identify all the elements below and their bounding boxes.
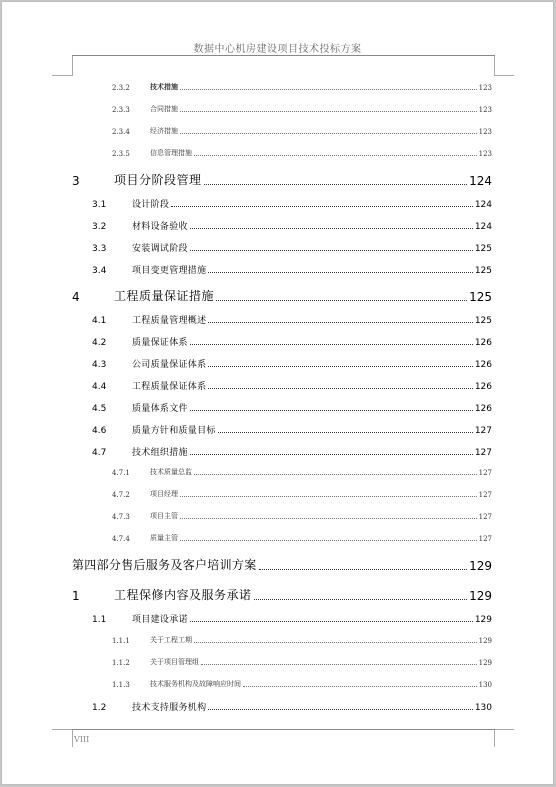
toc-entry[interactable]	[72, 286, 492, 304]
toc-entry-number: 4.7.1	[112, 469, 130, 477]
toc-entry-number: 3.1	[92, 200, 107, 210]
toc-entry[interactable]	[92, 611, 492, 625]
toc-entry-number: 3	[72, 174, 80, 188]
toc-entry-number: 4.4	[92, 382, 107, 392]
toc-entry[interactable]	[72, 555, 492, 573]
toc-entry[interactable]	[92, 262, 492, 276]
toc-entry-title: 工程保修内容及服务承诺	[114, 588, 252, 602]
toc-entry-title: 工程质量保证体系	[132, 382, 207, 392]
toc-entry[interactable]	[92, 444, 492, 458]
dot-leader	[190, 344, 473, 345]
crop-mark	[52, 729, 72, 730]
toc-entry-number: 1	[72, 589, 80, 603]
toc-entry-title: 质量主管	[150, 534, 178, 542]
toc-entry[interactable]	[112, 80, 492, 92]
toc-entry-title: 公司质量保证体系	[132, 360, 207, 370]
dot-leader	[171, 206, 473, 207]
toc-entry-number: 4.7.4	[112, 535, 130, 543]
toc-entry[interactable]	[92, 196, 492, 210]
dot-leader	[180, 540, 477, 541]
dot-leader	[218, 432, 473, 433]
toc-entry-number: 4.3	[92, 360, 107, 370]
toc-entry-page: 126	[474, 360, 492, 370]
toc-entry-title: 工程质量管理概述	[132, 316, 207, 326]
toc-entry[interactable]	[112, 509, 492, 521]
toc-entry-page: 125	[469, 290, 492, 304]
toc-entry-title: 关于工程工期	[150, 636, 192, 644]
dot-leader	[180, 89, 477, 90]
crop-mark	[72, 729, 73, 747]
toc-entry-title: 信息管理措施	[150, 149, 192, 157]
toc-entry[interactable]	[92, 240, 492, 254]
toc-entry-page: 123	[478, 150, 492, 158]
toc-entry[interactable]	[112, 531, 492, 543]
toc-entry-page: 124	[474, 222, 492, 232]
toc-entry[interactable]	[92, 378, 492, 392]
dot-leader	[243, 686, 477, 687]
toc-entry-number: 4.2	[92, 338, 107, 348]
toc-entry-number: 1.1	[92, 615, 107, 625]
toc-entry-title: 技术措施	[150, 83, 178, 91]
toc-entry-page: 129	[474, 615, 492, 625]
toc-entry-page: 124	[474, 200, 492, 210]
toc-entry-number: 4.7.3	[112, 513, 130, 521]
toc-entry[interactable]	[92, 356, 492, 370]
toc-entry-number: 2.3.2	[112, 84, 130, 92]
toc-entry-title: 经济措施	[150, 127, 178, 135]
toc-entry-title: 质量方针和质量目标	[132, 426, 216, 436]
toc-entry-title: 质量保证体系	[132, 338, 188, 348]
dot-leader	[201, 664, 477, 665]
toc-entry-number: 3.4	[92, 266, 107, 276]
toc-entry-page: 126	[474, 382, 492, 392]
toc-entry-title: 项目建设承诺	[132, 615, 188, 625]
dot-leader	[180, 133, 477, 134]
crop-mark	[494, 729, 514, 730]
toc-entry-page: 127	[478, 535, 492, 543]
toc-entry-number: 2.3.5	[112, 150, 130, 158]
toc-entry[interactable]	[92, 400, 492, 414]
toc-entry-number: 3.3	[92, 244, 107, 254]
toc-entry-title: 关于项目管理组	[150, 658, 199, 666]
toc-entry[interactable]	[112, 633, 492, 645]
dot-leader	[204, 184, 468, 185]
toc-entry-page: 127	[478, 513, 492, 521]
dot-leader	[180, 496, 477, 497]
toc-entry-title: 技术质量总监	[150, 468, 192, 476]
toc-entry-number: 4.5	[92, 404, 107, 414]
toc-entry[interactable]	[112, 124, 492, 136]
toc-entry-number: 4.6	[92, 426, 107, 436]
toc-entry-page: 130	[478, 681, 492, 689]
toc-entry-number: 1.1.1	[112, 637, 130, 645]
toc-entry-page: 129	[469, 559, 492, 573]
toc-entry-title: 设计阶段	[132, 200, 170, 210]
toc-entry-page: 125	[474, 266, 492, 276]
toc-entry-page: 129	[469, 589, 492, 603]
toc-entry-title: 质量体系文件	[132, 404, 188, 414]
dot-leader	[190, 454, 473, 455]
toc-entry-title: 技术组织措施	[132, 448, 188, 458]
dot-leader	[190, 250, 473, 251]
toc-entry-title: 材料设备验收	[132, 222, 188, 232]
toc-entry-number: 4.1	[92, 316, 107, 326]
toc-entry-page: 123	[478, 84, 492, 92]
toc-entry-number: 3.2	[92, 222, 107, 232]
toc-entry-page: 127	[478, 469, 492, 477]
toc-entry[interactable]	[112, 465, 492, 477]
dot-leader	[190, 410, 473, 411]
toc-entry-number: 1.1.2	[112, 659, 130, 667]
toc-entry[interactable]	[72, 585, 492, 603]
toc-entry-page: 129	[478, 659, 492, 667]
toc-entry[interactable]	[112, 655, 492, 667]
toc-entry-page: 126	[474, 338, 492, 348]
dot-leader	[180, 518, 477, 519]
toc-entry[interactable]	[112, 677, 492, 689]
toc-entry-title: 项目主管	[150, 512, 178, 520]
toc-entry-number: 2.3.4	[112, 128, 130, 136]
toc-entry-number: 4.7.2	[112, 491, 130, 499]
dot-leader	[259, 569, 468, 570]
toc-entry-page: 123	[478, 106, 492, 114]
dot-leader	[194, 474, 477, 475]
toc-entry-title: 安装调试阶段	[132, 244, 188, 254]
toc-entry-page: 125	[474, 316, 492, 326]
toc-entry-page: 124	[469, 174, 492, 188]
page-number: VIII	[74, 735, 90, 744]
toc-entry-page: 125	[474, 244, 492, 254]
toc-entry-title: 项目经理	[150, 490, 178, 498]
toc-entry-page: 127	[474, 448, 492, 458]
toc-entry[interactable]	[112, 487, 492, 499]
toc-entry-number: 2.3.3	[112, 106, 130, 114]
running-header: 数据中心机房建设项目技术投标方案	[193, 44, 362, 55]
dot-leader	[194, 642, 477, 643]
dot-leader	[208, 322, 472, 323]
toc-entry-title: 项目变更管理措施	[132, 266, 207, 276]
document-page	[2, 2, 553, 784]
dot-leader	[208, 388, 472, 389]
toc-entry-number: 4.7	[92, 448, 107, 458]
dot-leader	[190, 621, 473, 622]
toc-entry-title: 合同措施	[150, 105, 178, 113]
crop-mark	[52, 75, 72, 76]
dot-leader	[208, 272, 472, 273]
toc-entry-title: 项目分阶段管理	[114, 173, 202, 187]
toc-entry-title: 技术服务机构及故障响应时间	[150, 680, 241, 688]
crop-mark	[494, 75, 514, 76]
dot-leader	[254, 599, 468, 600]
dot-leader	[208, 709, 472, 710]
toc-entry-page: 127	[474, 426, 492, 436]
crop-mark	[494, 56, 495, 76]
toc-entry[interactable]	[112, 146, 492, 158]
dot-leader	[194, 155, 477, 156]
footer-rule	[72, 729, 495, 730]
toc-entry[interactable]	[112, 102, 492, 114]
toc-entry-number: 4	[72, 290, 80, 304]
toc-entry-number: 1.2	[92, 703, 107, 713]
header-rule	[72, 55, 495, 56]
toc-entry-page: 129	[478, 637, 492, 645]
toc-entry[interactable]	[72, 170, 492, 188]
dot-leader	[208, 366, 472, 367]
dot-leader	[180, 111, 477, 112]
toc-entry-title: 技术支持服务机构	[132, 703, 207, 713]
toc-entry-page: 126	[474, 404, 492, 414]
toc-entry[interactable]	[92, 334, 492, 348]
toc-entry-page: 130	[474, 703, 492, 713]
toc-entry-title: 工程质量保证措施	[114, 289, 215, 303]
toc-entry[interactable]	[92, 218, 492, 232]
crop-mark	[494, 729, 495, 747]
crop-mark	[72, 56, 73, 76]
toc-entry[interactable]	[92, 699, 492, 713]
dot-leader	[216, 300, 467, 301]
toc-entry[interactable]	[92, 312, 492, 326]
toc-entry-page: 123	[478, 128, 492, 136]
toc-entry[interactable]	[92, 422, 492, 436]
toc-entry-number: 1.1.3	[112, 681, 130, 689]
dot-leader	[190, 228, 473, 229]
toc-entry-page: 127	[478, 491, 492, 499]
toc-entry-title: 第四部分售后服务及客户培训方案	[72, 558, 257, 572]
